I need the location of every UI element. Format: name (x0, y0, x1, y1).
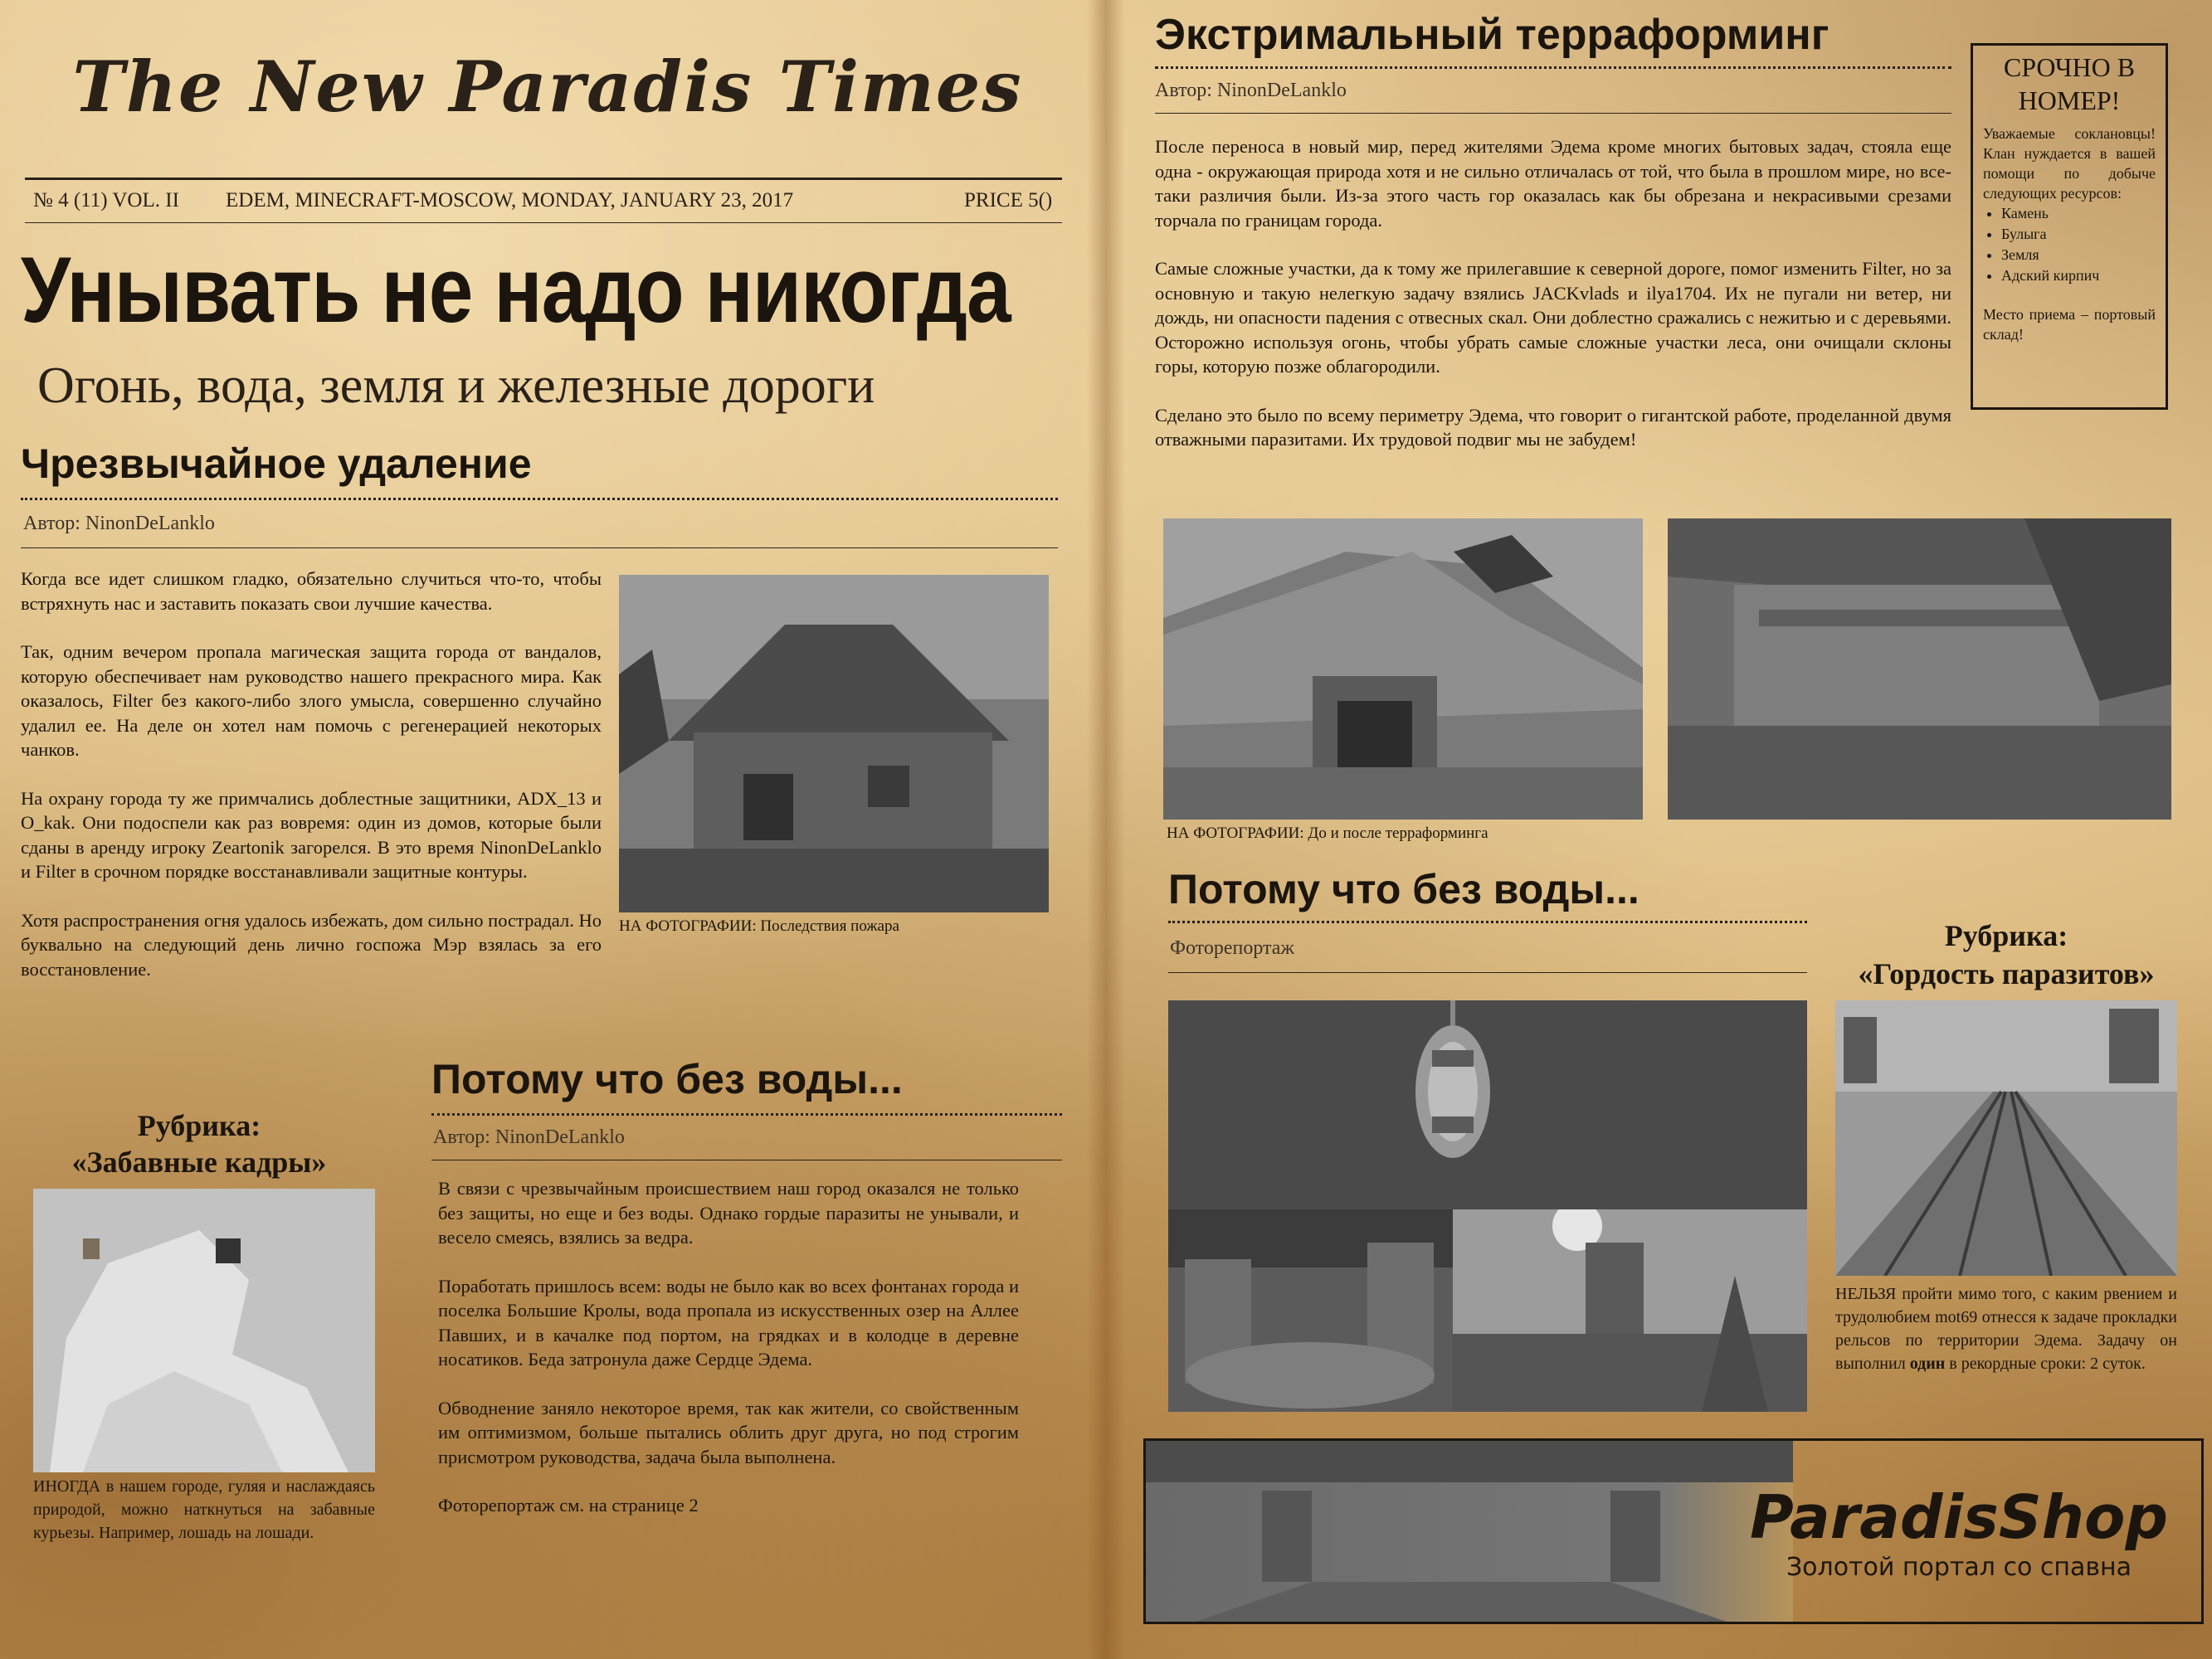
ad-brand: ParadisShop (1749, 1482, 2169, 1552)
divider (25, 222, 1062, 223)
article1-body (21, 567, 602, 1005)
rubric-left-heading (21, 1107, 378, 1180)
rubric-right-caption: НЕЛЬЗЯ пройти мимо того, с каким рвением и трудолюбием mot69 отнесся к задаче прокладки рельсов по территории Эдема. Задачу он выполнил один в рекордные сроки: 2 суток. (1835, 1285, 2177, 1373)
fire-photo (619, 575, 1049, 912)
divider (21, 547, 1058, 548)
list-item: • Земля (2001, 245, 2156, 265)
rubric-right-heading (1824, 917, 2189, 993)
photoreport-photo-1 (1168, 1000, 1807, 1209)
paradisshop-ad (1143, 1438, 2204, 1624)
front-headline: Унывать не надо никогда (21, 238, 1011, 342)
photoreport-photo-2 (1168, 1209, 1453, 1412)
urgent-footer: Место приема – портовый склад! (1983, 306, 2156, 343)
urgent-title: СРОЧНО В НОМЕР! (2003, 52, 2136, 115)
photoreport-subtitle: Фоторепортаж (1170, 937, 1295, 959)
article1-title: Чрезвычайное удаление (21, 440, 532, 487)
paragraph: Сделано это было по всему периметру Эдема, что говорит о гигантской работе, проделанной двумя отважными паразитами. Их трудовой подвиг мы не забудем! (1155, 404, 1951, 450)
paragraph: Когда все идет слишком гладко, обязательно случиться что-то, чтобы встряхнуть нас и заставить показать свои лучшие качества. (21, 568, 602, 614)
divider (1155, 66, 1951, 69)
paragraph: Поработать пришлось всем: воды не было как во всех фонтанах города и поселка Большие Кролы, вода пропала из искусственных озер на Аллее Павших, и в качалке под портом, на грядках и в колодце в деревне носатиков. Беда затронула даже Сердце Эдема. (438, 1275, 1019, 1370)
article3-photo-caption: НА ФОТОГРАФИИ: До и после терраформинга (1167, 825, 1488, 842)
railway-photo (1835, 1000, 2177, 1276)
rubric-left-caption: ИНОГДА в нашем городе, гуляя и наслаждаясь природой, можно наткнуться на забавные курьезы. Например, лошадь на лошади. (33, 1477, 375, 1542)
list-item: • Булыга (2001, 224, 2156, 245)
article3-title: Экстримальный терраформинг (1155, 11, 1830, 59)
terraform-before-photo (1163, 518, 1643, 820)
article2-title: Потому что без воды... (431, 1056, 903, 1102)
issue-number: № 4 (11) VOL. II (33, 189, 179, 212)
article1-byline: Автор: NinonDeLanklo (23, 513, 215, 534)
divider (1168, 972, 1807, 973)
rubric-name: «Забавные кадры» (71, 1146, 327, 1179)
rubric-label: Рубрика: (137, 1109, 261, 1142)
urgent-list (1973, 203, 2166, 286)
divider (1155, 113, 1951, 114)
photoreport-title: Потому что без воды... (1168, 866, 1640, 912)
urgent-intro: Уважаемые соклановцы! Клан нуждается в вашей помощи по добыче следующих ресурсов: (1983, 125, 2156, 202)
masthead-title: The New Paradis Times (72, 46, 1023, 128)
paragraph: Самые сложные участки, да к тому же прилегавшие к северной дороге, помог изменить Filter, но за основную и такую нелегкую задачу взялись JACKvlads и ilya1704. Их не пугали ни ветер, ни дождь, ни опасности падения с отвесных скал. Они доблестно сражались с нежитью и с деревьями. Осторожно используя огонь, чтобы убрать самые сложные участки леса, они очищали склоны горы, которую позже облагородили. (1155, 258, 1951, 377)
price: PRICE 5​() (964, 189, 1053, 212)
divider (1168, 921, 1807, 923)
article3-body (1155, 134, 1951, 476)
paragraph: Фоторепортаж см. на странице 2 (438, 1495, 699, 1515)
divider (431, 1113, 1062, 1116)
photoreport-photo-3 (1453, 1209, 1807, 1412)
paragraph: В связи с чрезвычайным происшествием наш город оказался не только без защиты, но еще и без воды. Однако гордые паразиты не унывали, и весело смеясь, взялись за ведра. (438, 1178, 1019, 1248)
rubric-label: Рубрика: (1944, 919, 2068, 952)
paragraph: После переноса в новый мир, перед жителями Эдема кроме многих бытовых задач, стояла еще одна - окружающая природа хотя и не сильно отличалась от той, что была в прошлом мире, но все-таки различия были. Из-за этого часть гор оказалась как бы обрезана и некрасивыми срезами торчала по границам города. (1155, 136, 1951, 231)
funny-photo (33, 1189, 375, 1472)
divider (25, 178, 1062, 180)
place-date: EDEM, MINECRAFT-MOSCOW, MONDAY, JANUARY 23, 2017 (226, 189, 794, 212)
urgent-notice-box (1971, 43, 2168, 410)
article1-photo-caption: НА ФОТОГРАФИИ: Последствия пожара (619, 917, 899, 935)
front-subhead: Огонь, вода, земля и железные дороги (37, 358, 875, 414)
rubric-name: «Гордость паразитов» (1858, 957, 2155, 990)
ad-photo (1146, 1441, 1793, 1622)
list-item: • Адский кирпич (2001, 265, 2156, 286)
article2-byline: Автор: NinonDeLanklo (433, 1126, 625, 1148)
paragraph: На охрану города ту же примчались доблестные защитники, ADX_13 и O_kak. Они подоспели как раз вовремя: один из домов, которые были сданы в аренду игроку Zeartonik загорелся. В это время NinonDeLanklo и Filter в срочном порядке восстанавливали защитные контуры. (21, 787, 602, 882)
divider (21, 498, 1058, 500)
paragraph: Обводнение заняло некоторое время, так как жители, со свойственным им оптимизмом, больше пытались облить друг друга, но под строгим присмотром руководства, задача была выполнена. (438, 1397, 1019, 1467)
paragraph: Так, одним вечером пропала магическая защита города от вандалов, которую обеспечивает нам руководство нашего прекрасного мира. Как оказалось, Filter без какого-либо злого умысла, совершенно случайно удалил ее. На деле он хотел нам помочь с регенерацией некоторых чанков. (21, 641, 602, 760)
article3-byline: Автор: NinonDeLanklo (1155, 80, 1347, 101)
article2-body (438, 1176, 1019, 1542)
terraform-after-photo (1668, 518, 2171, 820)
list-item: • Камень (2001, 203, 2156, 224)
coin-icon: ​() (1038, 189, 1053, 212)
page-fold (1087, 0, 1125, 1659)
paragraph: Хотя распространения огня удалось избежать, дом сильно пострадал. Но буквально на следующий день лично госпожа Мэр взялась за его восстановление. (21, 909, 602, 980)
ad-tagline: Золотой портал со спавна (1786, 1553, 2132, 1582)
